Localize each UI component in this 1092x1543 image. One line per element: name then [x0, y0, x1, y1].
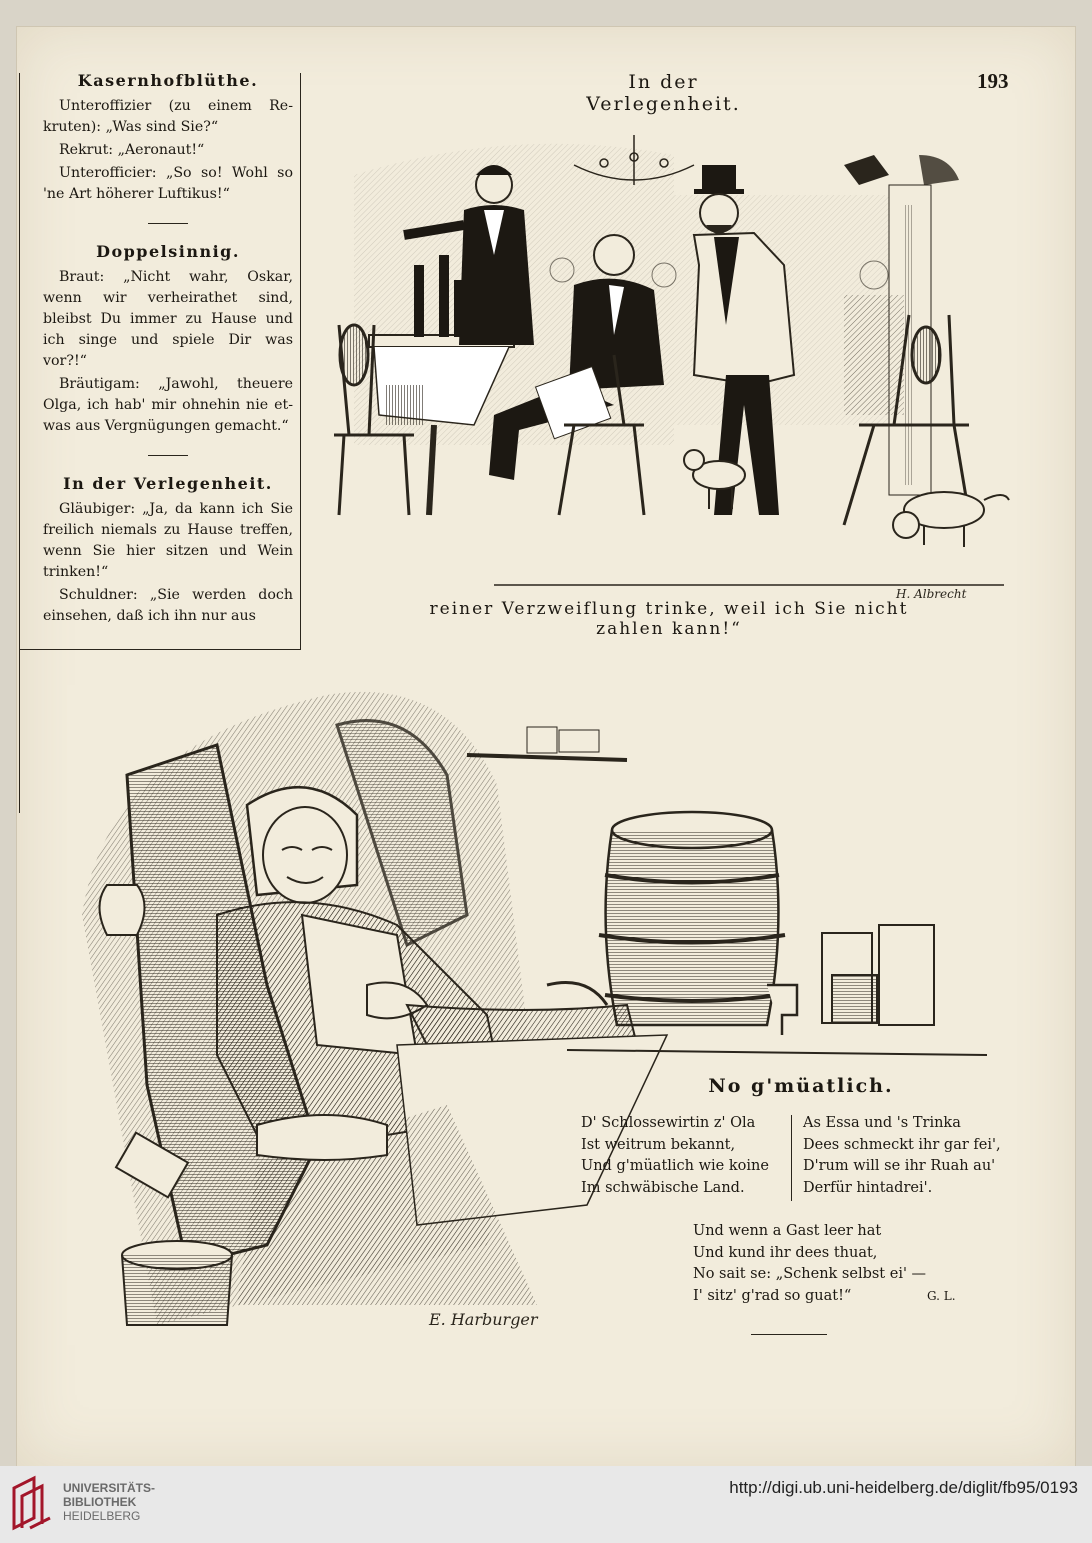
piece-title-verlegenheit: In der Verlegenheit. [63, 474, 273, 493]
text-line: Gläubiger: „Ja, da kann ich Sie freilich niemals zu Hause treffen, wenn Sie hier sitzen und Wein trinken!“ [43, 501, 293, 580]
left-text-column [43, 71, 293, 629]
poem-line: D' Schlossewirtin z' Ola [581, 1115, 756, 1131]
poem-stanza-1 [581, 1113, 769, 1199]
page-number: 193 [977, 69, 1009, 93]
source-url-link[interactable]: http://digi.ub.uni-heidelberg.de/diglit/fb95/0193 [729, 1478, 1078, 1497]
text-line: Braut: „Nicht wahr, Oskar, wenn wir verheirathet sind, bleibst Du immer zu Hause und ich singe und spiele Dir was vor?!“ [43, 269, 293, 369]
dog-figure [893, 492, 1009, 547]
text-line: Unteroffizier (zu einem Re-kruten): „Was sind Sie?“ [43, 98, 293, 135]
running-title: In der Verlegenheit. [586, 71, 741, 115]
end-rule [751, 1334, 827, 1335]
poem-divider [791, 1115, 792, 1201]
poem-author: G. L. [927, 1289, 956, 1303]
poem-line: Derfür hintadrei'. [803, 1179, 933, 1196]
piece-title-kasernhof: Kasernhofblüthe. [77, 71, 259, 90]
poem-line: As Essa und 's Trinka [803, 1115, 961, 1131]
poem-line: Und kund ihr dees thuat, [693, 1244, 878, 1261]
library-name [63, 1481, 155, 1523]
left-column-bottom-rule [19, 649, 301, 650]
poem-line: Und g'müatlich wie koine [581, 1158, 769, 1174]
barrel [599, 812, 797, 1035]
poem-stanza-3 [693, 1221, 926, 1307]
text-line: Bräutigam: „Jawohl, theuere Olga, ich hab' mir ohnehin nie et-was aus Vergnügungen gemacht.“ [43, 376, 293, 434]
page-left-rule [19, 73, 20, 813]
poem-line: Dees schmeckt ihr gar fei', [803, 1136, 1001, 1153]
text-line: Schuldner: „Sie werden doch einsehen, daß ich ihn nur aus [43, 587, 293, 624]
library-footer [0, 1466, 1092, 1543]
poem-line: Im schwäbische Land. [581, 1179, 745, 1196]
left-column-divider [300, 73, 301, 649]
illustration2-signature: E. Harburger [429, 1310, 538, 1329]
restaurant-illustration [314, 115, 1014, 615]
illustration1-signature: H. Albrecht [896, 587, 967, 601]
piece-title-doppelsinnig: Doppelsinnig. [96, 242, 240, 261]
poem-line: D'rum will se ihr Ruah au' [803, 1158, 996, 1174]
separator-rule [148, 455, 188, 456]
library-name-line: BIBLIOTHEK [63, 1495, 137, 1509]
poem-line: No sait se: „Schenk selbst ei' — [693, 1266, 927, 1282]
library-name-line: UNIVERSITÄTS- [63, 1481, 156, 1495]
separator-rule [148, 223, 188, 224]
poem-line: Und wenn a Gast leer hat [693, 1223, 882, 1239]
poem-line: Ist weitrum bekannt, [581, 1136, 736, 1153]
poem-title: No g'müatlich. [708, 1075, 894, 1097]
text-line: Rekrut: „Aeronaut!“ [59, 142, 205, 158]
university-library-logo-icon [10, 1474, 56, 1532]
library-name-line: HEIDELBERG [63, 1509, 141, 1523]
text-line: Unterofficier: „So so! Wohl so 'ne Art höherer Luftikus!“ [43, 165, 293, 202]
poem-stanza-2 [803, 1113, 1001, 1199]
illustration1-caption: reiner Verzweiflung trinke, weil ich Sie nicht zahlen kann!“ [429, 599, 909, 639]
newspaper-page [16, 26, 1076, 1468]
poem-line: I' sitz' g'rad so guat!“ [693, 1287, 852, 1304]
